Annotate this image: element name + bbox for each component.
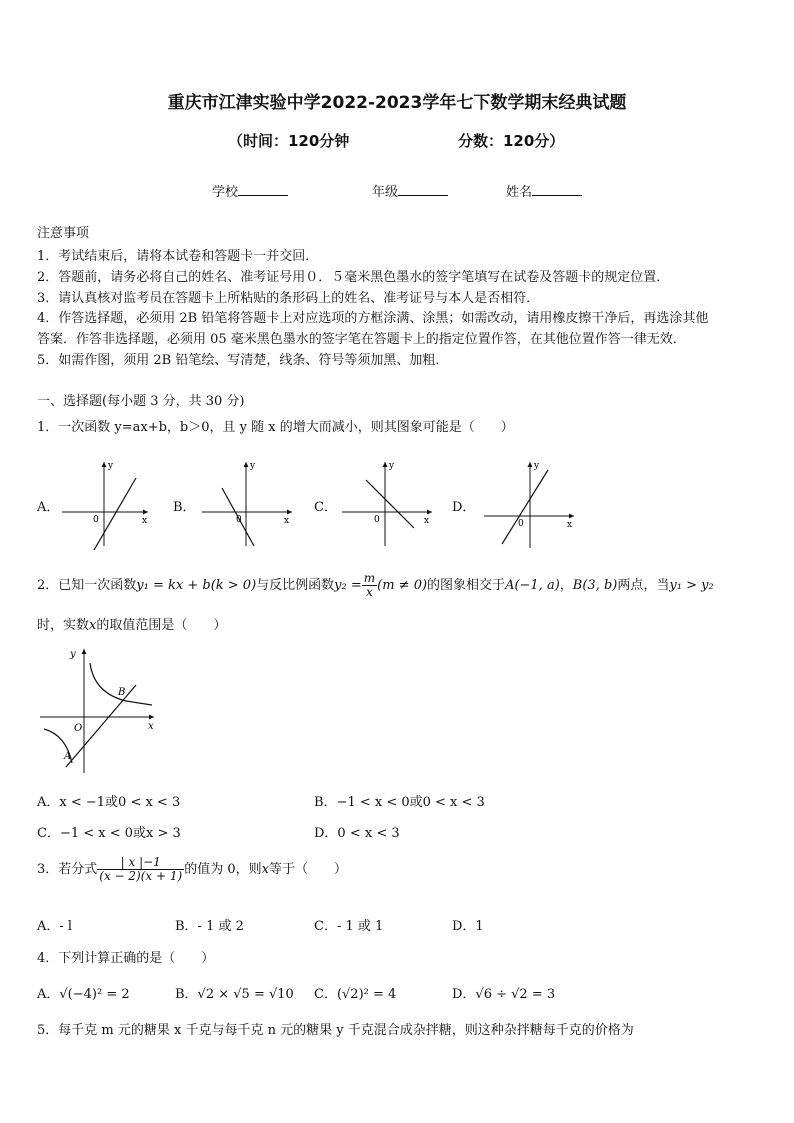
q3-option-a[interactable]: A．- l [37, 919, 73, 934]
q1-option-b-label[interactable]: B． [173, 500, 196, 515]
school-blank[interactable] [238, 183, 288, 196]
q4-option-a[interactable]: A．√(−4)² = 2 [37, 987, 130, 1002]
q1-graph-c [340, 458, 434, 550]
q2-option-d[interactable]: D．0 < x < 3 [314, 826, 400, 841]
y-axis-label: y [534, 461, 540, 471]
fraction-denominator: (x − 2)(x + 1) [99, 869, 183, 884]
q1-graph-a [60, 458, 150, 550]
q2-text: 的取值范围是（ ） [96, 618, 227, 633]
grade-blank[interactable] [398, 183, 448, 196]
fraction-numerator: m [363, 571, 376, 585]
notice-item: 答案．作答非选择题，必须用 05 毫米黑色墨水的签字笔在答题卡上的指定位置作答，在其他位置作答一律无效． [37, 332, 686, 347]
question-5-stem: 5．每千克 m 元的糖果 x 千克与每千克 n 元的糖果 y 千克混合成杂拌糖，则这种杂拌糖每千克的价格为 [37, 1023, 634, 1038]
name-field [506, 181, 582, 200]
q1-option-d-label[interactable]: D． [452, 500, 476, 515]
q3-fraction [97, 856, 184, 883]
q3-option-c[interactable]: C．- 1 或 1 [314, 919, 384, 934]
notice-heading: 注意事项 [37, 226, 90, 241]
y-axis-label: y [108, 461, 114, 471]
q4-option-b[interactable]: B．√2 × √5 = √10 [175, 987, 294, 1002]
q2-m-condition: (m ≠ 0) [377, 578, 428, 594]
school-field [212, 181, 288, 200]
q2-fraction [362, 572, 377, 599]
q2-condition: y₁ > y₂ [669, 578, 714, 594]
q3-text: 的值为 0，则 [184, 862, 262, 878]
x-axis-label: x [148, 721, 154, 732]
q2-point-a: A(−1, a) [505, 578, 560, 594]
q2-text: 时，实数 [37, 618, 90, 633]
exam-time: （时间：120分钟 [228, 132, 350, 150]
q4-option-d[interactable]: D．√6 ÷ √2 = 3 [452, 987, 556, 1002]
q2-text: 2．已知一次函数 [37, 578, 137, 594]
grade-label: 年级 [372, 185, 399, 200]
question-2-line-1 [37, 572, 714, 599]
notice-item: 1．考试结束后，请将本试卷和答题卡一并交回． [37, 249, 319, 264]
question-2-line-2 [37, 614, 226, 633]
q2-text: 与反比例函数 [256, 578, 335, 594]
school-label: 学校 [212, 185, 239, 200]
question-3-stem [37, 856, 347, 883]
q1-graph-b [200, 458, 294, 550]
q2-graph [38, 645, 160, 775]
origin-label: 0 [236, 515, 242, 525]
y-axis-label: y [70, 649, 76, 660]
point-b-label: B [118, 687, 126, 698]
q1-option-a-label[interactable]: A． [37, 500, 60, 515]
q2-inverse-function: y₂ = [334, 578, 362, 594]
q2-option-c[interactable]: C．−1 < x < 0或x > 3 [37, 826, 181, 841]
q4-option-c[interactable]: C．(√2)² = 4 [314, 987, 397, 1002]
notice-item: 3．请认真核对监考员在答题卡上所粘贴的条形码上的姓名、准考证号与本人是否相符． [37, 291, 540, 306]
q2-option-b[interactable]: B．−1 < x < 0或0 < x < 3 [314, 795, 485, 810]
x-axis-label: x [142, 516, 148, 526]
fraction-numerator: | x |−1 [97, 856, 184, 870]
q1-option-c-label[interactable]: C． [314, 500, 337, 515]
q1-graph-d [482, 458, 576, 550]
q3-text: 等于（ ） [268, 862, 347, 878]
q3-option-d[interactable]: D．1 [452, 919, 484, 934]
q3-option-b[interactable]: B．- 1 或 2 [175, 919, 244, 934]
grade-field [372, 181, 448, 200]
origin-label: O [74, 723, 83, 734]
q2-variable: x [89, 618, 97, 633]
notice-item: 5．如需作图，须用 2B 铅笔绘、写清楚，线条、符号等须加黑、加粗． [37, 353, 449, 368]
question-4-stem: 4．下列计算正确的是（ ） [37, 951, 215, 966]
exam-score: 分数：120分） [458, 132, 565, 150]
origin-label: 0 [518, 519, 524, 529]
q2-k-condition: (k > 0) [210, 578, 257, 594]
q3-variable: x [261, 862, 269, 878]
q2-text: 两点，当 [617, 578, 670, 594]
x-axis-label: x [284, 516, 290, 526]
notice-item: 2．答题前，请务必将自己的姓名、准考证号用０．５毫米黑色墨水的签字笔填写在试卷及答题卡的规定位置． [37, 270, 670, 285]
q2-point-b: B(3, b) [572, 578, 618, 594]
notice-item: 4．作答选择题，必须用 2B 铅笔将答题卡上对应选项的方框涂满、涂黑；如需改动，请用橡皮擦干净后，再选涂其他 [37, 311, 709, 326]
name-blank[interactable] [532, 183, 582, 196]
section-heading: 一、选择题(每小题 3 分，共 30 分) [37, 394, 245, 409]
fraction-denominator: x [366, 585, 373, 600]
x-axis-label: x [424, 516, 430, 526]
point-a-label: A [64, 751, 72, 762]
q2-linear-function: y₁ = kx + b [136, 578, 211, 594]
question-1-stem: 1．一次函数 y=ax+b，b＞0，且 y 随 x 的增大而减小，则其图象可能是（ ） [37, 420, 514, 435]
page-title: 重庆市江津实验中学2022-2023学年七下数学期末经典试题 [167, 93, 627, 113]
x-axis-label: x [567, 520, 573, 530]
q2-option-a[interactable]: A．x < −1或0 < x < 3 [37, 795, 181, 810]
q2-text: ， [559, 578, 573, 594]
q2-text: 的图象相交于 [427, 578, 506, 594]
name-label: 姓名 [506, 185, 533, 200]
q3-text: 3．若分式 [37, 862, 98, 878]
origin-label: 0 [374, 515, 380, 525]
origin-label: 0 [93, 515, 99, 525]
y-axis-label: y [389, 461, 395, 471]
y-axis-label: y [250, 461, 256, 471]
